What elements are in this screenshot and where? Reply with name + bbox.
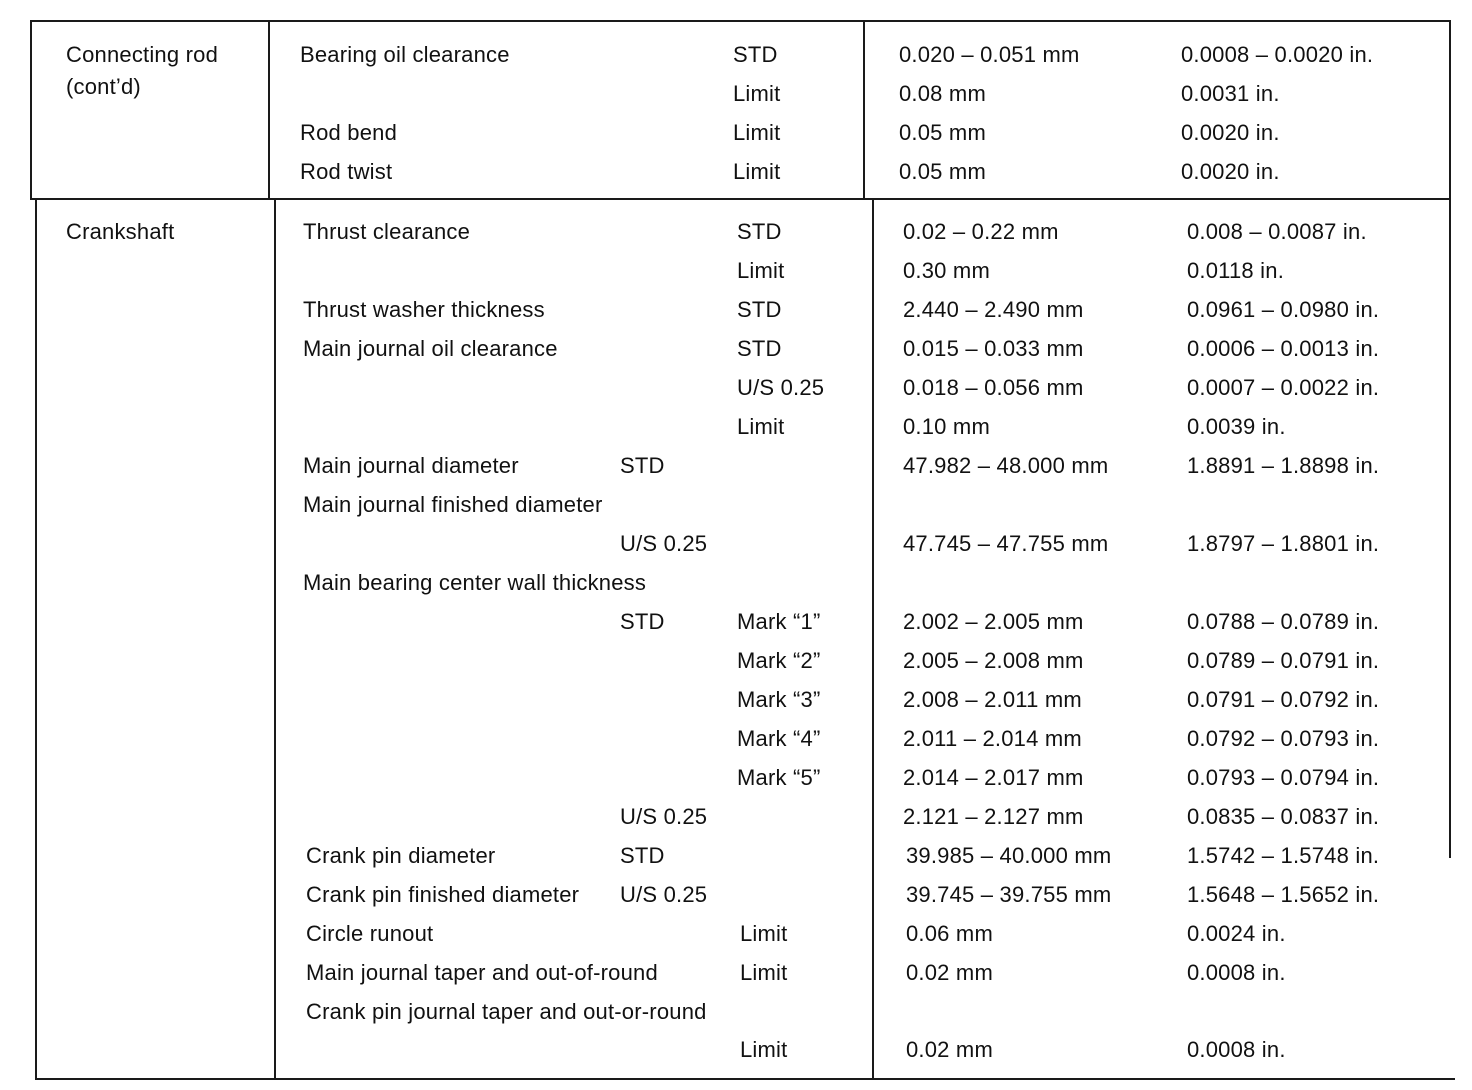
spec-item-label: Thrust clearance: [303, 219, 471, 244]
spec-value-metric: 47.982 – 48.000 mm: [903, 453, 1109, 478]
spec-condition: Mark “2”: [737, 648, 821, 673]
spec-value-imperial: 0.0020 in.: [1181, 120, 1280, 145]
spec-item-label: Main journal oil clearance: [303, 336, 558, 361]
section-divider: [30, 198, 1451, 200]
spec-condition: Limit: [740, 1037, 788, 1062]
table-bottom-border: [35, 1078, 1455, 1080]
spec-item-label: Main journal taper and out-of-round: [306, 960, 658, 985]
spec-value-metric: 47.745 – 47.755 mm: [903, 531, 1109, 556]
spec-value-metric: 2.011 – 2.014 mm: [903, 726, 1082, 751]
spec-value-imperial: 0.0792 – 0.0793 in.: [1187, 726, 1380, 751]
spec-condition: U/S 0.25: [737, 375, 825, 400]
table-top-border: [30, 20, 1451, 22]
spec-item-label: Main journal finished diameter: [303, 492, 603, 517]
spec-condition: Limit: [737, 258, 785, 283]
spec-item-label: Main bearing center wall thickness: [303, 570, 647, 595]
spec-value-metric: 2.121 – 2.127 mm: [903, 804, 1084, 829]
spec-value-metric: 0.02 – 0.22 mm: [903, 219, 1059, 244]
spec-value-metric: 2.005 – 2.008 mm: [903, 648, 1084, 673]
spec-item-label: Crank pin journal taper and out-or-round: [306, 999, 707, 1024]
spec-sub-condition: U/S 0.25: [620, 804, 708, 829]
spec-value-imperial: 1.8891 – 1.8898 in.: [1187, 453, 1380, 478]
spec-value-metric: 0.018 – 0.056 mm: [903, 375, 1084, 400]
spec-value-imperial: 1.5648 – 1.5652 in.: [1187, 882, 1380, 907]
spec-value-imperial: 0.0039 in.: [1187, 414, 1286, 439]
spec-value-imperial: 1.8797 – 1.8801 in.: [1187, 531, 1380, 556]
spec-condition: Limit: [733, 81, 781, 106]
spec-value-metric: 0.06 mm: [906, 921, 993, 946]
spec-value-metric: 0.08 mm: [899, 81, 986, 106]
spec-condition: Limit: [737, 414, 785, 439]
spec-value-metric: 2.002 – 2.005 mm: [903, 609, 1084, 634]
value-column-divider-lower: [872, 199, 874, 1080]
table-left-border-lower: [35, 199, 37, 1080]
spec-sub-condition: STD: [620, 609, 665, 634]
spec-condition: Mark “3”: [737, 687, 821, 712]
spec-item-label: Circle runout: [306, 921, 434, 946]
spec-value-metric: 2.014 – 2.017 mm: [903, 765, 1084, 790]
spec-condition: STD: [737, 336, 782, 361]
section-label: Connecting rod: [66, 42, 219, 67]
spec-condition: Mark “4”: [737, 726, 821, 751]
spec-value-imperial: 1.5742 – 1.5748 in.: [1187, 843, 1380, 868]
spec-value-metric: 0.05 mm: [899, 120, 986, 145]
spec-value-imperial: 0.0789 – 0.0791 in.: [1187, 648, 1380, 673]
spec-sub-condition: U/S 0.25: [620, 531, 708, 556]
label-column-divider-lower: [274, 199, 276, 1080]
spec-value-imperial: 0.0793 – 0.0794 in.: [1187, 765, 1380, 790]
spec-sub-condition: U/S 0.25: [620, 882, 708, 907]
spec-condition: Limit: [740, 921, 788, 946]
spec-condition: Mark “1”: [737, 609, 821, 634]
spec-condition: Limit: [733, 159, 781, 184]
spec-item-label: Rod twist: [300, 159, 393, 184]
spec-item-label: Thrust washer thickness: [303, 297, 545, 322]
spec-item-label: Main journal diameter: [303, 453, 519, 478]
label-column-divider: [268, 20, 270, 200]
spec-sub-condition: STD: [620, 453, 665, 478]
spec-condition: Limit: [740, 960, 788, 985]
spec-value-metric: 0.02 mm: [906, 1037, 993, 1062]
spec-value-imperial: 0.0024 in.: [1187, 921, 1286, 946]
spec-value-metric: 0.30 mm: [903, 258, 990, 283]
spec-value-metric: 2.440 – 2.490 mm: [903, 297, 1084, 322]
table-left-border: [30, 20, 32, 200]
spec-value-imperial: 0.0008 in.: [1187, 1037, 1286, 1062]
spec-condition: STD: [737, 219, 782, 244]
value-column-divider: [863, 20, 865, 200]
spec-value-metric: 0.015 – 0.033 mm: [903, 336, 1084, 361]
spec-value-imperial: 0.0835 – 0.0837 in.: [1187, 804, 1380, 829]
spec-value-imperial: 0.0961 – 0.0980 in.: [1187, 297, 1380, 322]
spec-value-imperial: 0.0006 – 0.0013 in.: [1187, 336, 1380, 361]
section-label: (cont’d): [66, 74, 141, 99]
spec-value-metric: 0.02 mm: [906, 960, 993, 985]
spec-condition: Mark “5”: [737, 765, 821, 790]
spec-condition: Limit: [733, 120, 781, 145]
spec-value-imperial: 0.008 – 0.0087 in.: [1187, 219, 1367, 244]
spec-value-imperial: 0.0007 – 0.0022 in.: [1187, 375, 1380, 400]
spec-value-imperial: 0.0008 – 0.0020 in.: [1181, 42, 1374, 67]
spec-item-label: Crank pin finished diameter: [306, 882, 580, 907]
spec-value-imperial: 0.0791 – 0.0792 in.: [1187, 687, 1380, 712]
spec-value-imperial: 0.0031 in.: [1181, 81, 1280, 106]
spec-item-label: Rod bend: [300, 120, 398, 145]
spec-value-imperial: 0.0020 in.: [1181, 159, 1280, 184]
spec-condition: STD: [733, 42, 778, 67]
spec-value-metric: 39.745 – 39.755 mm: [906, 882, 1112, 907]
spec-item-label: Crank pin diameter: [306, 843, 496, 868]
spec-sub-condition: STD: [620, 843, 665, 868]
spec-value-metric: 2.008 – 2.011 mm: [903, 687, 1082, 712]
spec-value-imperial: 0.0118 in.: [1187, 258, 1285, 283]
spec-value-metric: 0.10 mm: [903, 414, 990, 439]
spec-value-metric: 0.020 – 0.051 mm: [899, 42, 1080, 67]
spec-value-metric: 0.05 mm: [899, 159, 986, 184]
spec-value-imperial: 0.0008 in.: [1187, 960, 1286, 985]
table-right-border: [1449, 20, 1451, 858]
spec-value-imperial: 0.0788 – 0.0789 in.: [1187, 609, 1380, 634]
spec-item-label: Bearing oil clearance: [300, 42, 510, 67]
spec-condition: STD: [737, 297, 782, 322]
spec-value-metric: 39.985 – 40.000 mm: [906, 843, 1112, 868]
section-label: Crankshaft: [66, 219, 175, 244]
